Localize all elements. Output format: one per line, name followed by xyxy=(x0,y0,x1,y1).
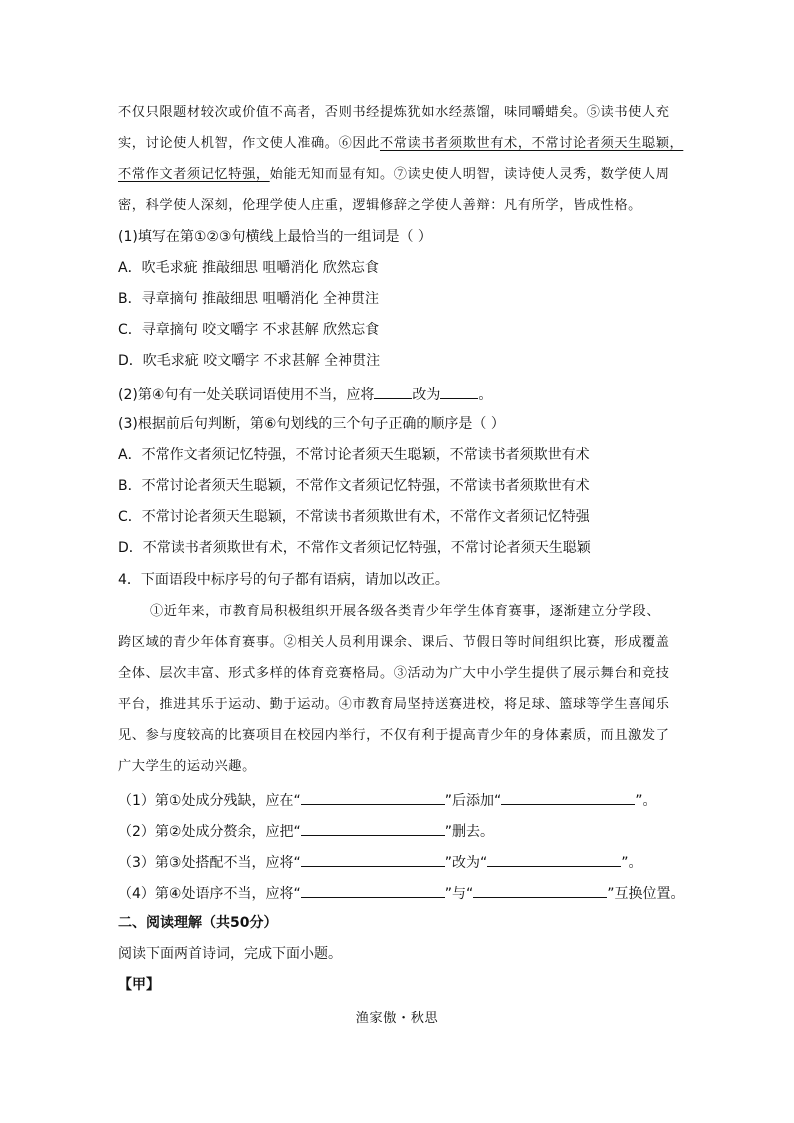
question-1-stem: (1)填写在第①②③句横线上最恰当的一组词是（ ） xyxy=(118,229,432,245)
section-score: 50 xyxy=(230,915,250,931)
poem-title: 渔家傲・秋思 xyxy=(355,1011,439,1026)
question-4-sub-3 xyxy=(118,852,643,872)
q4-paragraph-line-3: 全体、层次丰富、形式多样的体育竞赛格局。③活动为广大中小学生提供了展示舞台和竞技 xyxy=(118,666,670,681)
sub-question-text: （2）第②处成分赘余，应把“ xyxy=(118,824,301,840)
sub-question-text: ”改为“ xyxy=(444,855,488,871)
underlined-sentence: 不常读书者须欺世有术，不常讨论者须天生聪颖， xyxy=(379,136,684,151)
question-4-stem: 4．下面语段中标序号的句子都有语病，请加以改正。 xyxy=(118,572,449,588)
answer-blank xyxy=(487,852,621,867)
answer-blank xyxy=(473,883,607,898)
question-1-option-b: B．寻章摘句 推敲细思 咀嚼消化 全神贯注 xyxy=(118,291,379,307)
q4-paragraph-line-4: 平台，推进其乐于运动、勤于运动。④市教育局坚持送赛进校，将足球、篮球等学生喜闻乐 xyxy=(118,697,670,712)
question-3-stem: (3)根据前后句判断，第⑥句划线的三个句子正确的顺序是（ ） xyxy=(118,416,505,432)
sub-question-text: ”。 xyxy=(635,793,657,809)
sub-question-text: ”与“ xyxy=(444,886,474,902)
q4-paragraph-line-5: 见、参与度较高的比赛项目在校园内举行，不仅有利于提高青少年的身体素质，而且激发了 xyxy=(118,728,670,743)
passage-line-1: 不仅只限题材较次或价值不高者，否则书经提炼犹如水经蒸馏，味同嚼蜡矣。⑤读书使人充 xyxy=(118,105,670,120)
passage-line-2 xyxy=(118,135,683,153)
section-2-instruction: 阅读下面两首诗词，完成下面小题。 xyxy=(118,946,342,962)
sub-question-text: （3）第③处搭配不当，应将“ xyxy=(118,855,301,871)
question-2-text: (2)第④句有一处关联词语使用不当，应将 xyxy=(118,387,375,403)
q4-paragraph-line-6: 广大学生的运动兴趣。 xyxy=(118,759,256,774)
q4-paragraph-line-2: 跨区域的青少年体育赛事。②相关人员利用课余、课后、节假日等时间组织比赛，形成覆盖 xyxy=(118,635,670,650)
answer-blank xyxy=(301,852,445,867)
sub-question-text: ”删去。 xyxy=(444,824,494,840)
question-1-option-a: A．吹毛求疵 推敲细思 咀嚼消化 欣然忘食 xyxy=(118,260,379,276)
question-2 xyxy=(118,384,492,404)
question-4-sub-1 xyxy=(118,790,657,810)
passage-text: 实，讨论使人机智，作文使人准确。⑥因此 xyxy=(118,136,380,151)
sub-question-text: （1）第①处成分残缺，应在“ xyxy=(118,793,301,809)
question-2-text: 改为 xyxy=(412,387,441,403)
answer-blank xyxy=(440,384,478,399)
sub-question-text: （4）第④处语序不当，应将“ xyxy=(118,886,301,902)
answer-blank xyxy=(301,883,445,898)
answer-blank xyxy=(301,790,445,805)
underlined-sentence: 不常作文者须记忆特强， xyxy=(118,167,270,182)
question-1-option-c: C．寻章摘句 咬文嚼字 不求甚解 欣然忘食 xyxy=(118,322,380,338)
poem-label: 【甲】 xyxy=(118,977,160,993)
question-3-option-d: D．不常读书者须欺世有术，不常作文者须记忆特强，不常讨论者须天生聪颖 xyxy=(118,540,591,556)
question-3-option-b: B．不常讨论者须天生聪颖，不常作文者须记忆特强，不常读书者须欺世有术 xyxy=(118,478,590,494)
question-4-sub-2 xyxy=(118,821,494,841)
answer-blank xyxy=(374,384,412,399)
question-4-sub-4 xyxy=(118,883,685,903)
sub-question-text: ”。 xyxy=(621,855,643,871)
section-heading-text: 二、阅读理解（共 xyxy=(118,915,230,931)
sub-question-text: ”互换位置。 xyxy=(607,886,685,902)
passage-line-4: 密，科学使人深刻，伦理学使人庄重，逻辑修辞之学使人善辩：凡有所学，皆成性格。 xyxy=(118,198,642,213)
passage-line-3 xyxy=(118,166,670,184)
answer-blank xyxy=(501,790,635,805)
passage-text: 始能无知而显有知。⑦读史使人明智，读诗使人灵秀，数学使人周 xyxy=(269,167,670,182)
sub-question-text: ”后添加“ xyxy=(444,793,502,809)
question-3-option-a: A．不常作文者须记忆特强，不常讨论者须天生聪颖，不常读书者须欺世有术 xyxy=(118,447,590,463)
q4-paragraph-line-1: ①近年来，市教育局积极组织开展各级各类青少年学生体育赛事，逐渐建立分学段、 xyxy=(150,604,661,619)
question-1-option-d: D．吹毛求疵 咬文嚼字 不求甚解 全神贯注 xyxy=(118,353,381,369)
answer-blank xyxy=(301,821,445,836)
question-2-text: 。 xyxy=(478,387,493,403)
question-3-option-c: C．不常讨论者须天生聪颖，不常读书者须欺世有术，不常作文者须记忆特强 xyxy=(118,509,590,525)
section-heading-text: 分） xyxy=(249,915,278,931)
section-2-heading xyxy=(118,914,277,932)
